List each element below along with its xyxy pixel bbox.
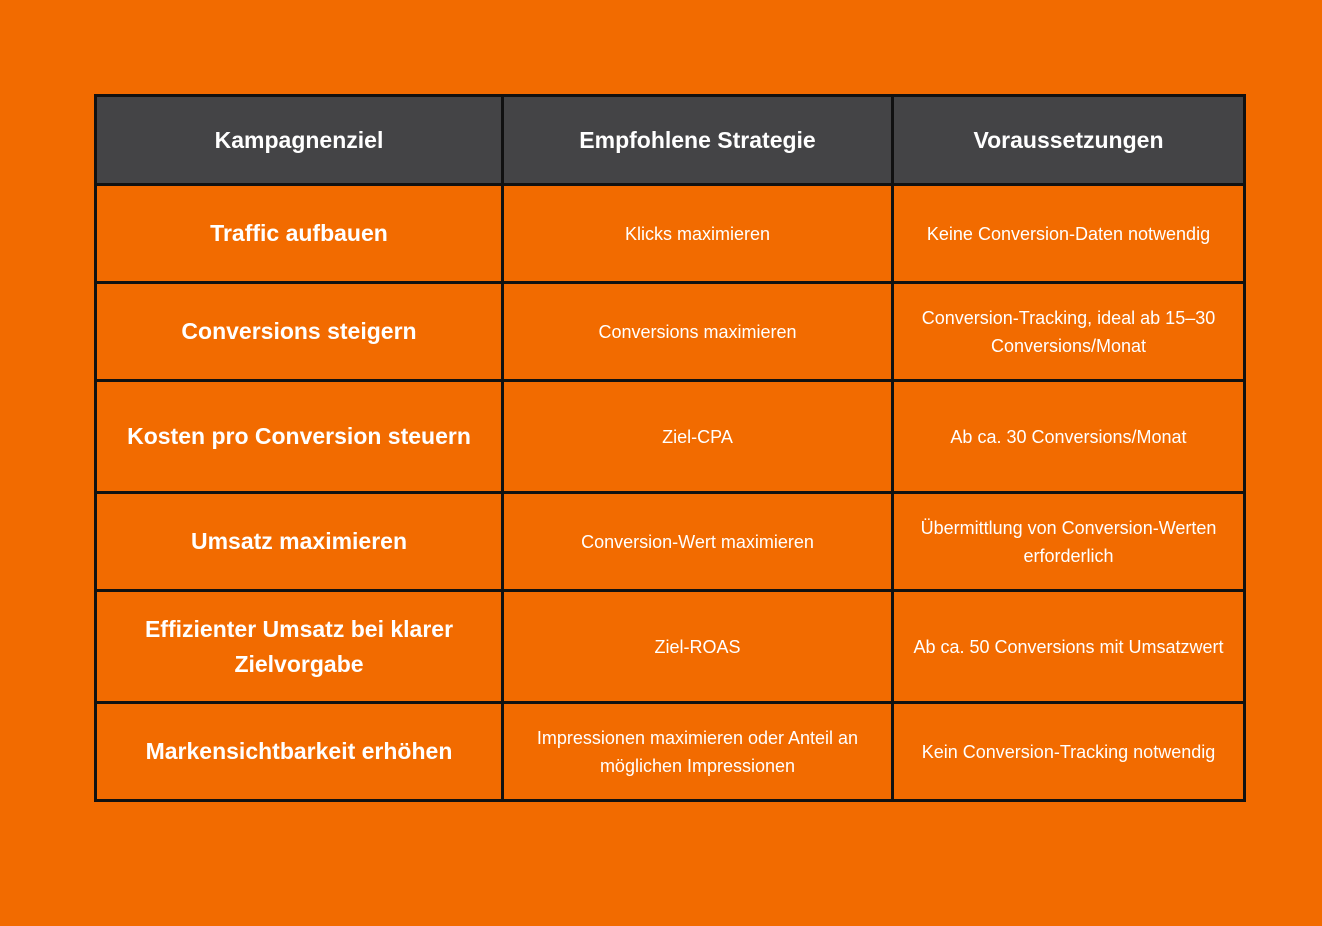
- table-row: [96, 185, 1245, 283]
- requirements-cell: Kein Conversion-Tracking notwendig: [893, 703, 1245, 801]
- goal-cell: Effizienter Umsatz bei klarer Zielvorgabe: [96, 591, 503, 703]
- goal-cell: Conversions steigern: [96, 283, 503, 381]
- strategy-cell: Klicks maximieren: [503, 185, 893, 283]
- strategy-cell: Conversion-Wert maximieren: [503, 493, 893, 591]
- requirements-cell: Ab ca. 50 Conversions mit Umsatzwert: [893, 591, 1245, 703]
- requirements-cell: Ab ca. 30 Conversions/Monat: [893, 381, 1245, 493]
- table-row: [96, 591, 1245, 703]
- goal-cell: Umsatz maximieren: [96, 493, 503, 591]
- goal-cell: Markensichtbarkeit erhöhen: [96, 703, 503, 801]
- header-goal: Kampagnenziel: [96, 96, 503, 185]
- strategy-cell: Impressionen maximieren oder Anteil an möglichen Impressionen: [503, 703, 893, 801]
- strategy-cell: Ziel-CPA: [503, 381, 893, 493]
- strategy-cell: Ziel-ROAS: [503, 591, 893, 703]
- table-row: [96, 381, 1245, 493]
- requirements-cell: Übermittlung von Conversion-Werten erforderlich: [893, 493, 1245, 591]
- strategy-cell: Conversions maximieren: [503, 283, 893, 381]
- table-row: [96, 493, 1245, 591]
- table-row: [96, 703, 1245, 801]
- requirements-cell: Keine Conversion-Daten notwendig: [893, 185, 1245, 283]
- header-strategy: Empfohlene Strategie: [503, 96, 893, 185]
- table-row: [96, 283, 1245, 381]
- header-requirements: Voraussetzungen: [893, 96, 1245, 185]
- requirements-cell: Conversion-Tracking, ideal ab 15–30 Conversions/Monat: [893, 283, 1245, 381]
- goal-cell: Traffic aufbauen: [96, 185, 503, 283]
- goal-cell: Kosten pro Conversion steuern: [96, 381, 503, 493]
- header-row: [96, 96, 1245, 185]
- strategy-table: [94, 94, 1246, 802]
